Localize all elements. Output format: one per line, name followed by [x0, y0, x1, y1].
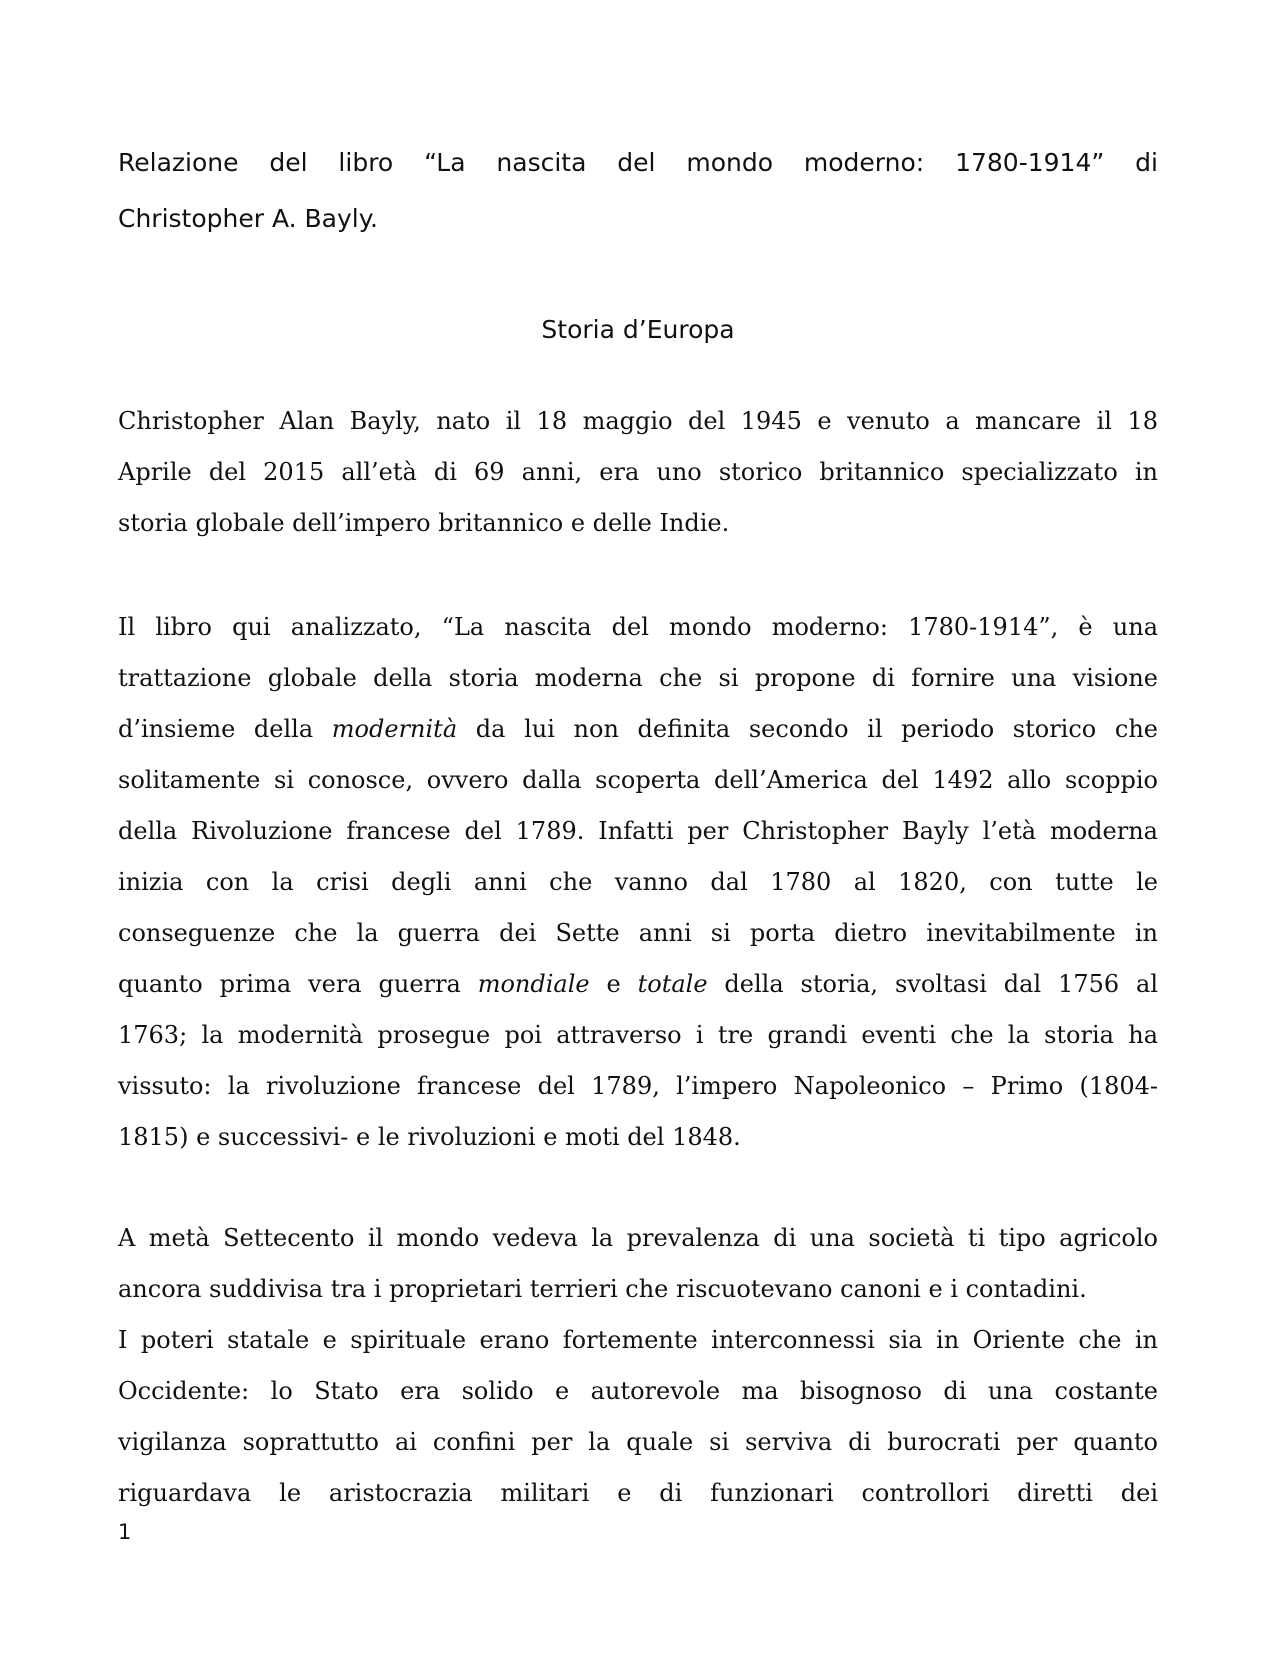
paragraph-2-line-8-start: quanto prima vera guerra [118, 970, 478, 998]
paragraph-2-line-8 [118, 959, 1158, 1010]
paragraph-2-line-1: Il libro qui analizzato, “La nascita del mondo moderno: 1780-1914”, è una [118, 613, 1158, 641]
title-line-1: Relazione del libro “La nascita del mondo moderno: 1780-1914” di [118, 148, 1158, 177]
paragraph-3-line-1: A metà Settecento il mondo vedeva la prevalenza di una società ti tipo agricolo [118, 1224, 1158, 1252]
paragraph-2-line-2: trattazione globale della storia moderna che si propone di fornire una visione [118, 664, 1158, 692]
paragraph-2-line-8-end: della storia, svoltasi dal 1756 al [707, 970, 1159, 998]
title-line-2: Christopher A. Bayly. [118, 204, 378, 233]
emphasis-totale: totale [637, 970, 708, 998]
paragraph-1-line-1: Christopher Alan Bayly, nato il 18 maggio del 1945 e venuto a mancare il 18 [118, 407, 1158, 435]
paragraph-2-line-3 [118, 704, 1158, 755]
document-subtitle: Storia d’Europa [541, 315, 735, 344]
paragraph-2-line-7: conseguenze che la guerra dei Sette anni si porta dietro inevitabilmente in [118, 919, 1158, 947]
page-number: 1 [118, 1520, 132, 1544]
paragraph-3-line-4: Occidente: lo Stato era solido e autorevole ma bisognoso di una costante [118, 1377, 1158, 1405]
emphasis-modernita: modernità [331, 715, 458, 743]
paragraph-2-line-4: solitamente si conosce, ovvero dalla scoperta dell’America del 1492 allo scoppio [118, 766, 1158, 794]
paragraph-2-line-11: 1815) e successivi- e le rivoluzioni e moti del 1848. [118, 1123, 741, 1151]
paragraph-1-line-2: Aprile del 2015 all’età di 69 anni, era uno storico britannico specializzato in [118, 458, 1158, 486]
paragraph-2-line-3-start: d’insieme della [118, 715, 332, 743]
paragraph-2-line-5: della Rivoluzione francese del 1789. Infatti per Christopher Bayly l’età moderna [118, 817, 1158, 845]
paragraph-2-line-8-mid: e [589, 970, 638, 998]
emphasis-mondiale: mondiale [477, 970, 590, 998]
paragraph-2-line-10: vissuto: la rivoluzione francese del 1789, l’impero Napoleonico – Primo (1804- [118, 1072, 1158, 1100]
paragraph-2-line-3-end: da lui non definita secondo il periodo storico che [457, 715, 1158, 743]
paragraph-3-line-5: vigilanza soprattutto ai confini per la quale si serviva di burocrati per quanto [118, 1428, 1158, 1456]
paragraph-1 [118, 396, 1158, 549]
paragraph-2 [118, 602, 1158, 1163]
paragraph-3 [118, 1213, 1158, 1519]
paragraph-3-line-3: I poteri statale e spirituale erano fortemente interconnessi sia in Oriente che in [118, 1326, 1158, 1354]
paragraph-1-line-3: storia globale dell’impero britannico e delle Indie. [118, 509, 730, 537]
paragraph-3-line-2: ancora suddivisa tra i proprietari terrieri che riscuotevano canoni e i contadini. [118, 1275, 1087, 1303]
document-title [118, 135, 1158, 247]
paragraph-2-line-6: inizia con la crisi degli anni che vanno dal 1780 al 1820, con tutte le [118, 868, 1158, 896]
paragraph-2-line-9: 1763; la modernità prosegue poi attraverso i tre grandi eventi che la storia ha [118, 1021, 1158, 1049]
paragraph-3-line-6: riguardava le aristocrazia militari e di funzionari controllori diretti dei [118, 1479, 1158, 1507]
